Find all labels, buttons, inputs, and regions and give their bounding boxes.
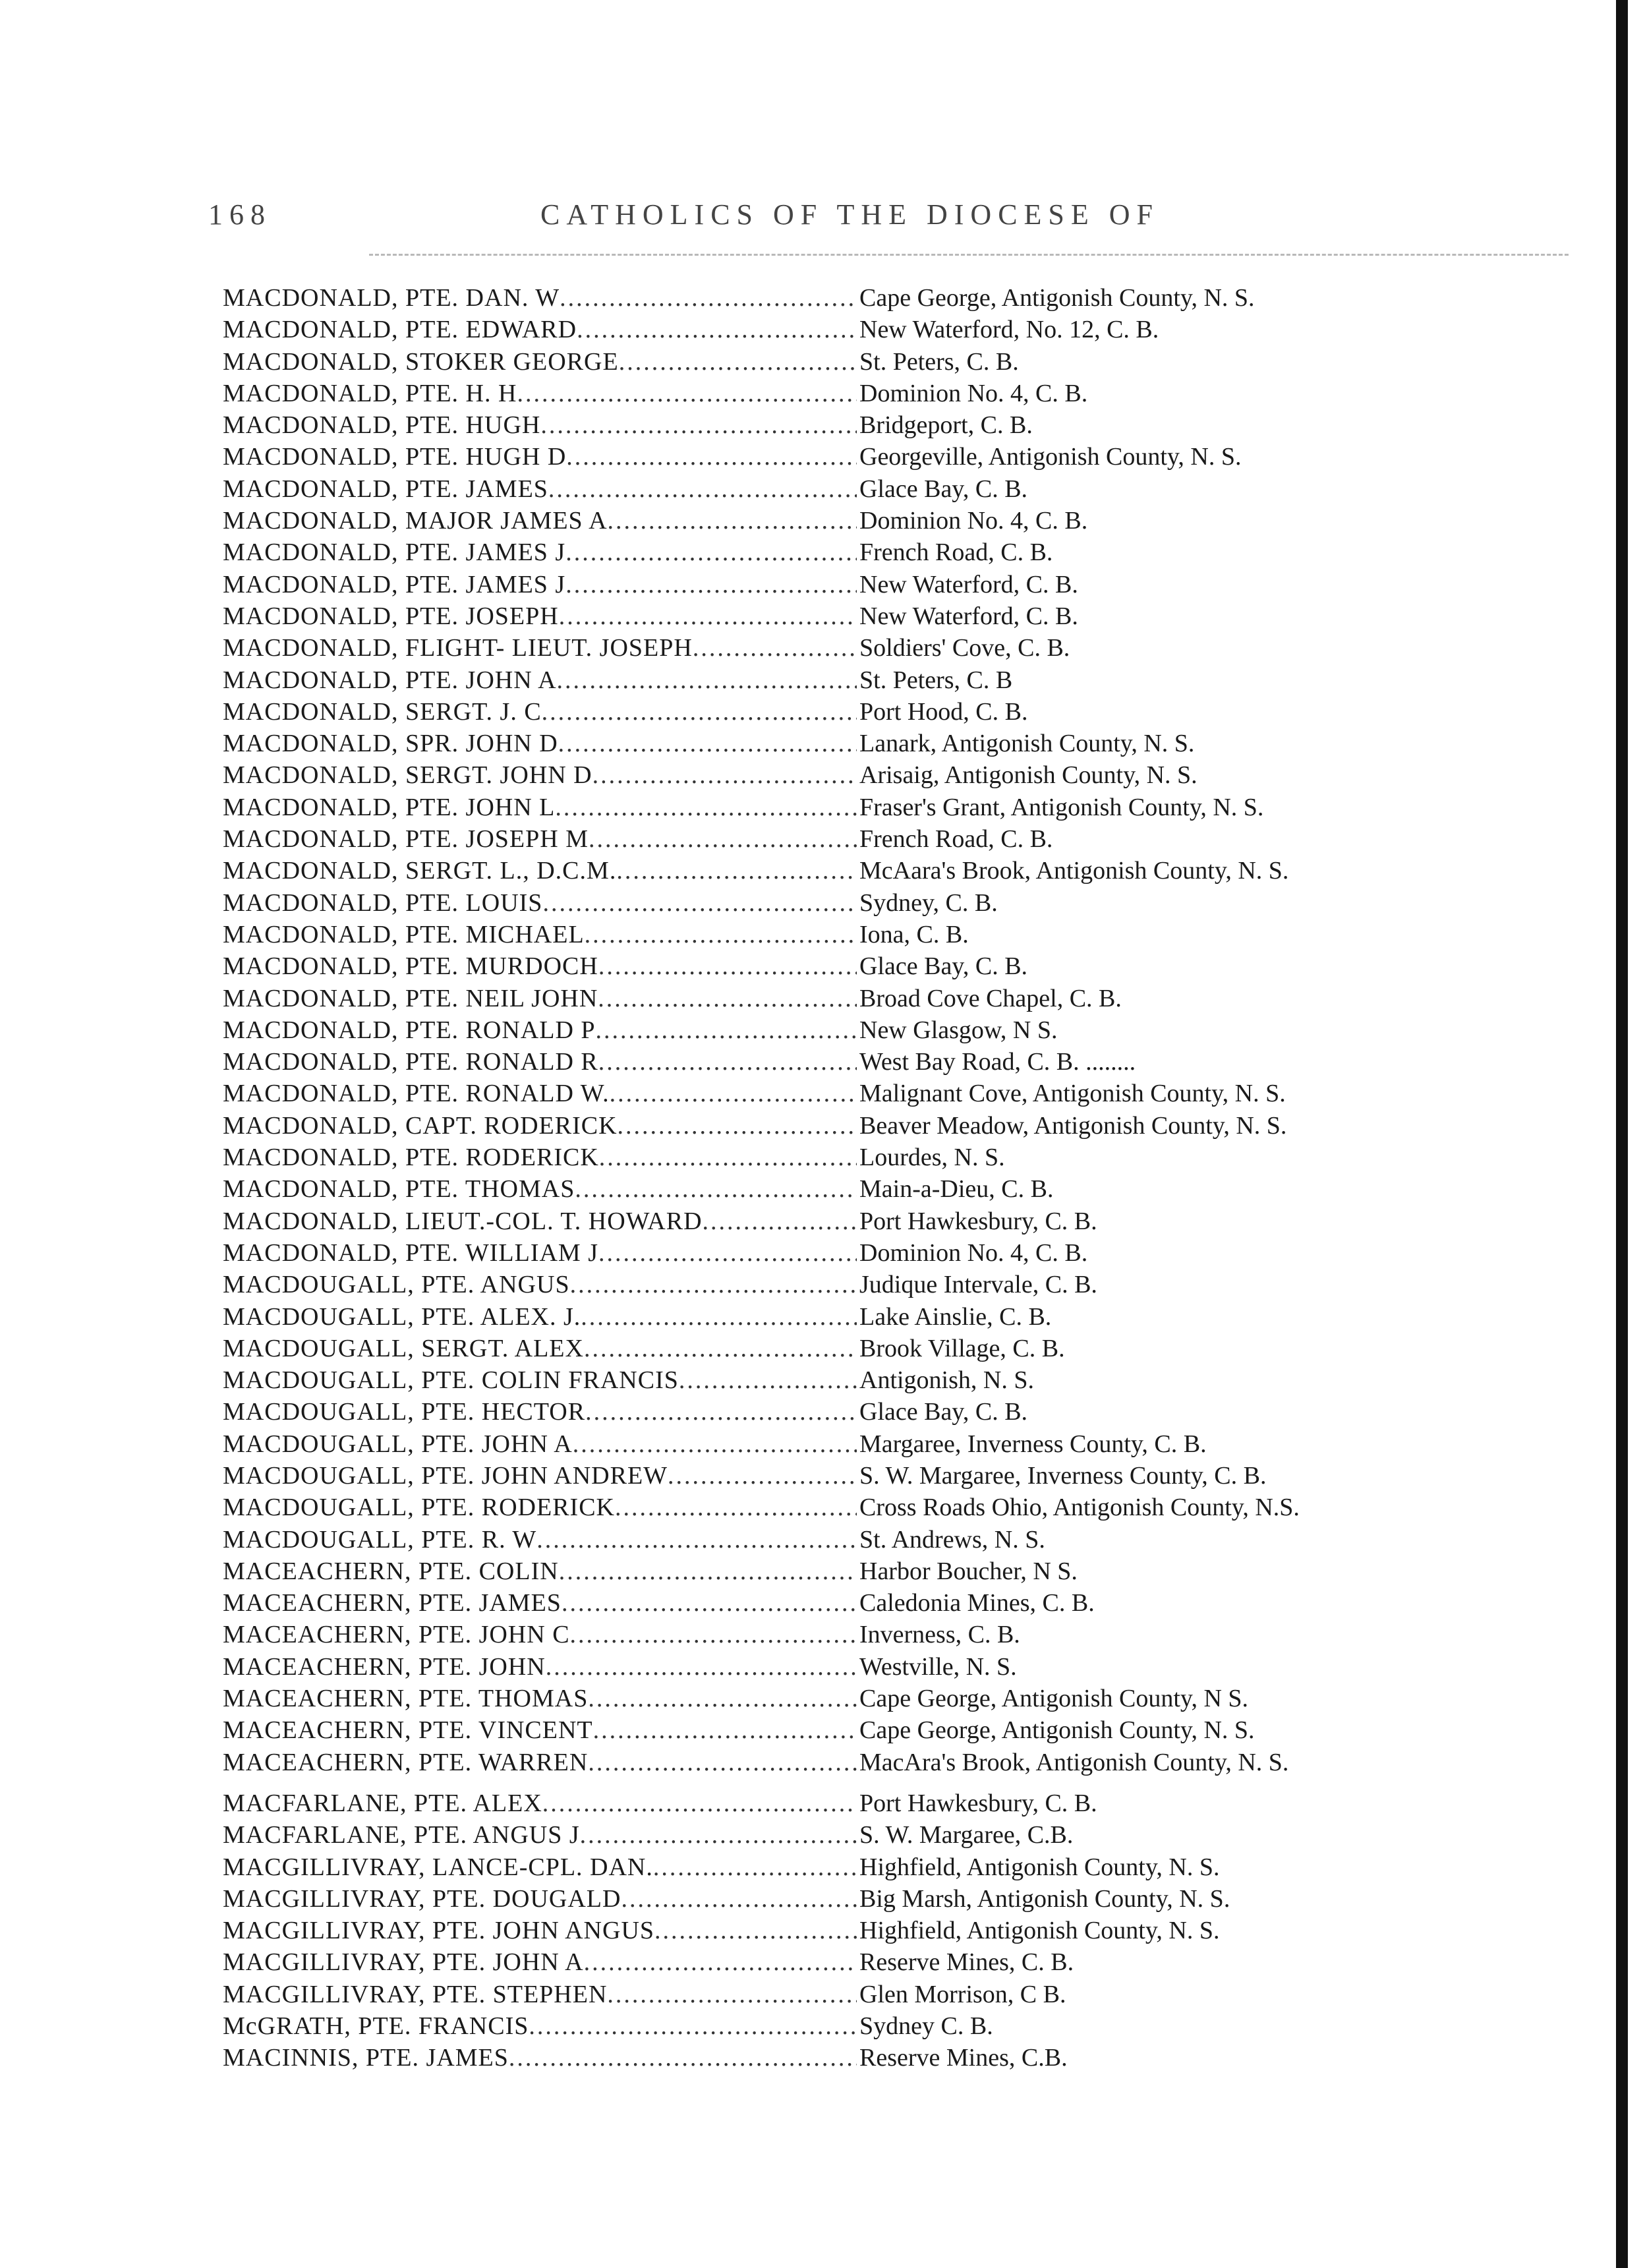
dot-leader <box>565 537 857 568</box>
home-place: New Waterford, No. 12, C. B. <box>859 316 1159 344</box>
roll-entry <box>223 919 1488 950</box>
soldier-name: MACDONALD, PTE. DAN. W <box>223 284 560 312</box>
soldier-name: MACEACHERN, PTE. WARREN <box>223 1748 589 1776</box>
dot-leader <box>703 1206 857 1237</box>
home-place: Big Marsh, Antigonish County, N. S. <box>859 1884 1230 1913</box>
roll-entry <box>223 505 1488 537</box>
roll-entry <box>223 728 1488 759</box>
roll-entry <box>223 1396 1488 1428</box>
home-place: Soldiers' Cove, C. B. <box>859 634 1070 662</box>
roll-entry <box>223 664 1488 696</box>
roll-entry <box>223 1946 1488 1978</box>
roll-entry <box>223 1851 1488 1883</box>
home-place: Bridgeport, C. B. <box>859 411 1033 440</box>
home-place: St. Andrews, N. S. <box>859 1525 1045 1554</box>
dot-leader <box>509 2042 857 2074</box>
soldier-name: MACFARLANE, PTE. ALEX <box>223 1789 542 1817</box>
home-place: S. W. Margaree, C.B. <box>859 1821 1074 1849</box>
home-place: French Road, C. B. <box>859 825 1053 854</box>
roll-entry <box>223 696 1488 728</box>
dot-leader <box>588 1683 857 1714</box>
home-place: Harbor Boucher, N S. <box>859 1557 1078 1585</box>
roll-entry <box>223 2010 1488 2042</box>
dot-leader <box>608 505 857 537</box>
soldier-name: MACEACHERN, PTE. THOMAS <box>223 1685 589 1713</box>
dot-leader <box>566 441 857 473</box>
home-place: Cape George, Antigonish County, N. S. <box>859 284 1255 312</box>
home-place: Highfield, Antigonish County, N. S. <box>859 1917 1220 1945</box>
soldier-name: MACDONALD, PTE. NEIL JOHN <box>223 984 598 1012</box>
soldier-name: MACDONALD, FLIGHT- LIEUT. JOSEPH <box>223 634 693 662</box>
dot-leader <box>536 1524 857 1556</box>
home-place: Glen Morrison, C B. <box>859 1980 1066 2008</box>
soldier-name: MACDONALD, PTE. RONALD W. <box>223 1080 610 1108</box>
soldier-name: MACDONALD, PTE. HUGH D <box>223 443 567 471</box>
roll-entry <box>223 759 1488 791</box>
dot-leader <box>598 1046 857 1078</box>
dot-leader <box>575 1173 857 1205</box>
soldier-name: MACDONALD, PTE. WILLIAM J <box>223 1238 598 1267</box>
home-place: Glace Bay, C. B. <box>859 475 1028 503</box>
home-place: Fraser's Grant, Antigonish County, N. S. <box>859 793 1264 821</box>
soldier-name: MACDONALD, PTE. RODERICK <box>223 1144 599 1172</box>
soldier-name: MACDOUGALL, PTE. JOHN A <box>223 1430 573 1458</box>
soldier-name: MACDONALD, PTE. JAMES <box>223 475 548 503</box>
home-place: New Waterford, C. B. <box>859 602 1078 630</box>
soldier-name: MACGILLIVRAY, PTE. JOHN A <box>223 1948 584 1977</box>
dot-leader <box>589 823 857 855</box>
dot-leader <box>557 664 857 696</box>
home-place: McAara's Brook, Antigonish County, N. S. <box>859 857 1289 885</box>
home-place: French Road, C. B. <box>859 538 1053 567</box>
home-place: St. Peters, C. B <box>859 666 1013 694</box>
dot-leader <box>585 919 857 950</box>
dot-leader <box>559 1556 857 1587</box>
roll-entry <box>223 1269 1488 1300</box>
dot-leader <box>562 1587 857 1619</box>
home-place: West Bay Road, C. B. ........ <box>859 1048 1136 1076</box>
home-place: Westville, N. S. <box>859 1652 1017 1681</box>
home-place: Antigonish, N. S. <box>859 1366 1034 1395</box>
home-place: Broad Cove Chapel, C. B. <box>859 984 1122 1012</box>
roll-entry <box>223 1142 1488 1173</box>
roll-entry <box>223 441 1488 473</box>
dot-leader <box>529 2010 857 2042</box>
roll-entry <box>223 1428 1488 1460</box>
soldier-name: MACGILLIVRAY, LANCE-CPL. DAN. <box>223 1853 653 1881</box>
roll-entry <box>223 1651 1488 1683</box>
home-place: Port Hawkesbury, C. B. <box>859 1207 1097 1235</box>
roll-entry <box>223 378 1488 409</box>
roll-entry <box>223 473 1488 505</box>
dot-leader <box>585 1396 857 1428</box>
home-place: Sydney C. B. <box>859 2012 993 2041</box>
dot-leader <box>653 1851 857 1883</box>
roll-entry <box>223 314 1488 345</box>
home-place: Main-a-Dieu, C. B. <box>859 1175 1054 1204</box>
home-place: Port Hood, C. B. <box>859 697 1028 726</box>
home-place: Cape George, Antigonish County, N. S. <box>859 1716 1255 1745</box>
dot-leader <box>679 1364 857 1396</box>
roll-entry <box>223 1556 1488 1587</box>
soldier-name: McGRATH, PTE. FRANCIS <box>223 2012 529 2041</box>
home-place: Glace Bay, C. B. <box>859 1398 1028 1426</box>
soldier-name: MACGILLIVRAY, PTE. DOUGALD <box>223 1884 621 1913</box>
home-place: MacAra's Brook, Antigonish County, N. S. <box>859 1748 1289 1776</box>
dot-leader <box>607 1979 857 2010</box>
dot-leader <box>517 378 857 409</box>
home-place: Lake Ainslie, C. B. <box>859 1302 1052 1331</box>
home-place: Brook Village, C. B. <box>859 1334 1065 1362</box>
roll-entry <box>223 632 1488 664</box>
soldier-name: MACEACHERN, PTE. JOHN C <box>223 1621 570 1649</box>
dot-leader <box>596 1014 857 1046</box>
soldier-name: MACDONALD, PTE. JAMES J <box>223 570 566 598</box>
dot-leader <box>542 1788 857 1819</box>
dot-leader <box>542 696 857 728</box>
dot-leader <box>573 1428 857 1460</box>
home-place: Arisaig, Antigonish County, N. S. <box>859 761 1198 790</box>
dot-leader <box>560 282 857 314</box>
roll-entry <box>223 1747 1488 1778</box>
soldier-name: MACGILLIVRAY, PTE. JOHN ANGUS <box>223 1917 655 1945</box>
dot-leader <box>599 1142 857 1173</box>
soldier-name: MACEACHERN, PTE. JAMES <box>223 1589 562 1617</box>
roll-entry <box>223 792 1488 823</box>
dot-leader <box>668 1460 857 1492</box>
roll-entry <box>223 1014 1488 1046</box>
home-place: Margaree, Inverness County, C. B. <box>859 1430 1207 1458</box>
dot-leader <box>584 1333 857 1364</box>
roll-entry <box>223 2042 1488 2074</box>
soldier-name: MACDONALD, SERGT. J. C <box>223 697 542 726</box>
home-place: Iona, C. B. <box>859 920 969 948</box>
soldier-name: MACINNIS, PTE. JAMES <box>223 2044 509 2072</box>
soldier-name: MACGILLIVRAY, PTE. STEPHEN <box>223 1980 608 2008</box>
home-place: Cape George, Antigonish County, N S. <box>859 1685 1249 1713</box>
home-place: Dominion No. 4, C. B. <box>859 507 1088 535</box>
dot-leader <box>621 1883 857 1915</box>
dot-leader <box>610 1078 857 1109</box>
roll-entry <box>223 537 1488 568</box>
soldier-name: MACDONALD, PTE. RONALD R <box>223 1048 598 1076</box>
home-place: Caledonia Mines, C. B. <box>859 1589 1095 1617</box>
roll-entry <box>223 282 1488 314</box>
soldier-name: MACDOUGALL, SERGT. ALEX <box>223 1334 584 1362</box>
soldier-name: MACDONALD, PTE. MICHAEL <box>223 920 585 948</box>
dot-leader <box>619 346 857 378</box>
roll-entry <box>223 1587 1488 1619</box>
soldier-name: MACDONALD, PTE. THOMAS <box>223 1175 575 1204</box>
roll-entry <box>223 1915 1488 1946</box>
roll-entry <box>223 1788 1488 1819</box>
home-place: Highfield, Antigonish County, N. S. <box>859 1853 1220 1881</box>
dot-leader <box>548 473 857 505</box>
soldier-name: MACDONALD, PTE. JOHN A <box>223 666 557 694</box>
home-place: Beaver Meadow, Antigonish County, N. S. <box>859 1111 1287 1140</box>
home-place: St. Peters, C. B. <box>859 347 1019 376</box>
soldier-name: MACDONALD, SPR. JOHN D <box>223 730 558 758</box>
soldier-name: MACDONALD, PTE. JOHN L <box>223 793 556 821</box>
soldier-name: MACDOUGALL, PTE. RODERICK <box>223 1494 615 1522</box>
home-place: Georgeville, Antigonish County, N. S. <box>859 443 1242 471</box>
dot-leader <box>558 728 857 759</box>
home-place: Judique Intervale, C. B. <box>859 1271 1097 1299</box>
roll-entry <box>223 1619 1488 1650</box>
roll-entry <box>223 1333 1488 1364</box>
soldier-name: MACDONALD, PTE. RONALD P <box>223 1016 596 1044</box>
dot-leader <box>546 1651 857 1683</box>
dot-leader <box>598 983 857 1014</box>
home-place: Malignant Cove, Antigonish County, N. S. <box>859 1080 1286 1108</box>
soldier-name: MACFARLANE, PTE. ANGUS J <box>223 1821 580 1849</box>
soldier-name: MACDONALD, MAJOR JAMES A <box>223 507 608 535</box>
home-place: Inverness, C. B. <box>859 1621 1020 1649</box>
soldier-name: MACEACHERN, PTE. VINCENT <box>223 1716 593 1745</box>
roll-entry <box>223 1683 1488 1714</box>
home-place: Port Hawkesbury, C. B. <box>859 1789 1097 1817</box>
roll-entry <box>223 1524 1488 1556</box>
dot-leader <box>570 1619 857 1650</box>
home-place: Dominion No. 4, C. B. <box>859 1238 1088 1267</box>
header-rule <box>369 254 1569 256</box>
home-place: New Glasgow, N S. <box>859 1016 1058 1044</box>
roll-entry <box>223 1237 1488 1269</box>
roll-entry <box>223 1173 1488 1205</box>
roll-entry <box>223 1819 1488 1851</box>
dot-leader <box>615 1492 857 1523</box>
home-place: Cross Roads Ohio, Antigonish County, N.S. <box>859 1494 1300 1522</box>
soldier-name: MACDONALD, PTE. JOSEPH M <box>223 825 589 854</box>
dot-leader <box>654 1915 857 1946</box>
dot-leader <box>593 1714 857 1746</box>
home-place: Reserve Mines, C.B. <box>859 2044 1068 2072</box>
dot-leader <box>577 314 857 345</box>
soldier-name: MACDOUGALL, PTE. R. W <box>223 1525 537 1554</box>
dot-leader <box>565 569 857 600</box>
soldier-name: MACDOUGALL, PTE. ALEX. J. <box>223 1302 581 1331</box>
soldier-name: MACDONALD, SERGT. L., D.C.M. <box>223 857 617 885</box>
page-edge-border <box>1616 0 1628 2268</box>
roll-entry <box>223 983 1488 1014</box>
soldier-name: MACDONALD, PTE. H. H <box>223 379 517 407</box>
roll-entry <box>223 823 1488 855</box>
roll-entry <box>223 346 1488 378</box>
soldier-name: MACDONALD, PTE. LOUIS <box>223 888 543 917</box>
soldier-name: MACDONALD, PTE. EDWARD <box>223 316 577 344</box>
running-title: CATHOLICS OF THE DIOCESE OF <box>540 198 1160 231</box>
dot-leader <box>693 632 857 664</box>
soldier-name: MACDOUGALL, PTE. JOHN ANDREW <box>223 1461 668 1490</box>
running-header <box>198 198 1516 237</box>
home-place: S. W. Margaree, Inverness County, C. B. <box>859 1461 1267 1490</box>
roll-entry <box>223 1883 1488 1915</box>
dot-leader <box>598 1237 857 1269</box>
roll-entry <box>223 1492 1488 1523</box>
page-number: 168 <box>208 198 272 231</box>
dot-leader <box>555 792 857 823</box>
dot-leader <box>580 1819 857 1851</box>
roll-entry <box>223 1714 1488 1746</box>
soldier-name: MACDONALD, LIEUT.-COL. T. HOWARD <box>223 1207 703 1235</box>
soldier-name: MACDOUGALL, PTE. ANGUS <box>223 1271 570 1299</box>
home-place: New Waterford, C. B. <box>859 570 1078 598</box>
roll-entry <box>223 1046 1488 1078</box>
dot-leader <box>618 1110 857 1142</box>
roll-entry <box>223 855 1488 887</box>
soldier-name: MACDONALD, PTE. JAMES J <box>223 538 566 567</box>
dot-leader <box>559 600 857 632</box>
roll-entry <box>223 887 1488 919</box>
roll-entry <box>223 1206 1488 1237</box>
soldier-name: MACDONALD, STOKER GEORGE <box>223 347 619 376</box>
roll-entry <box>223 1460 1488 1492</box>
roll-entry <box>223 409 1488 441</box>
soldier-name: MACDONALD, PTE. JOSEPH <box>223 602 559 630</box>
dot-leader <box>581 1301 857 1333</box>
soldier-name: MACDONALD, CAPT. RODERICK <box>223 1111 618 1140</box>
home-place: Lanark, Antigonish County, N. S. <box>859 730 1195 758</box>
roll-entry <box>223 950 1488 982</box>
roll-entry <box>223 1364 1488 1396</box>
dot-leader <box>592 759 857 791</box>
dot-leader <box>598 950 857 982</box>
soldier-name: MACEACHERN, PTE. COLIN <box>223 1557 559 1585</box>
home-place: Sydney, C. B. <box>859 888 998 917</box>
dot-leader <box>616 855 857 887</box>
dot-leader <box>584 1946 857 1978</box>
soldier-name: MACDONALD, PTE. MURDOCH <box>223 952 598 981</box>
home-place: Reserve Mines, C. B. <box>859 1948 1074 1977</box>
soldier-name: MACDONALD, SERGT. JOHN D <box>223 761 592 790</box>
home-place: Lourdes, N. S. <box>859 1144 1005 1172</box>
home-place: Dominion No. 4, C. B. <box>859 379 1088 407</box>
dot-leader <box>540 409 857 441</box>
roll-entry <box>223 1078 1488 1109</box>
roll-list <box>223 282 1488 2074</box>
roll-entry <box>223 1110 1488 1142</box>
roll-entry <box>223 600 1488 632</box>
roll-entry <box>223 1301 1488 1333</box>
roll-entry <box>223 1979 1488 2010</box>
soldier-name: MACDOUGALL, PTE. HECTOR <box>223 1398 586 1426</box>
soldier-name: MACEACHERN, PTE. JOHN <box>223 1652 546 1681</box>
dot-leader <box>570 1269 857 1300</box>
home-place: Glace Bay, C. B. <box>859 952 1028 981</box>
soldier-name: MACDONALD, PTE. HUGH <box>223 411 541 440</box>
soldier-name: MACDOUGALL, PTE. COLIN FRANCIS <box>223 1366 679 1395</box>
roll-entry <box>223 569 1488 600</box>
dot-leader <box>542 887 857 919</box>
dot-leader <box>588 1747 857 1778</box>
